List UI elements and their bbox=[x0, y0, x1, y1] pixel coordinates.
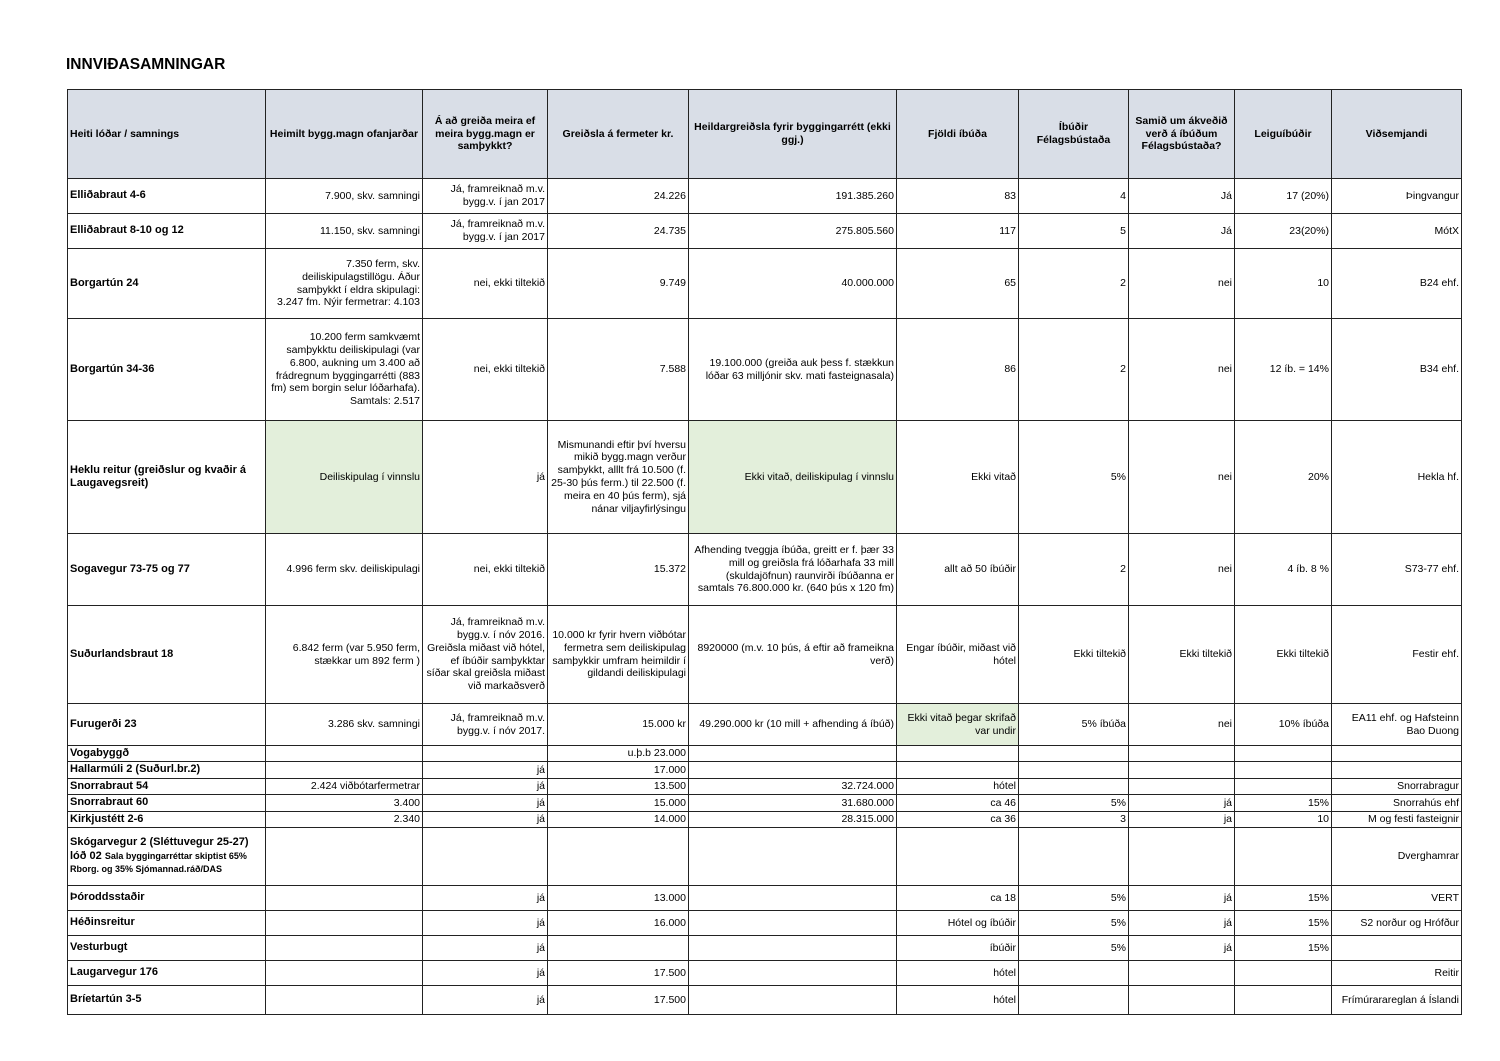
header-cell-counterparty: Viðsemjandi bbox=[1332, 90, 1462, 179]
cell-social-apartments bbox=[1019, 986, 1129, 1015]
cell-agreed-price bbox=[1129, 986, 1235, 1015]
cell-rental-apartments: 15% bbox=[1235, 886, 1332, 911]
cell-total-payment bbox=[689, 911, 897, 936]
table-row bbox=[68, 911, 1462, 936]
table-row bbox=[68, 606, 1462, 704]
cell-agreed-price: nei bbox=[1129, 249, 1235, 319]
cell-agreed-price: já bbox=[1129, 886, 1235, 911]
cell-counterparty: Festir ehf. bbox=[1332, 606, 1462, 704]
cell-rental-apartments: 15% bbox=[1235, 936, 1332, 961]
cell-price-per-sqm: 15.000 kr bbox=[548, 704, 689, 746]
cell-rental-apartments bbox=[1235, 762, 1332, 778]
cell-allowed-area: Deiliskipulag í vinnslu bbox=[266, 421, 423, 534]
cell-social-apartments: 3 bbox=[1019, 811, 1129, 827]
cell-allowed-area: 10.200 ferm samkvæmt samþykktu deiliskipulagi (var 6.800, aukning um 3.400 að frádregnum byggingarrétti (883 fm) sem borgin selur lóðarhafa). Samtals: 2.517 bbox=[266, 319, 423, 421]
cell-price-per-sqm: 14.000 bbox=[548, 811, 689, 827]
cell-total-payment: 31.680.000 bbox=[689, 795, 897, 811]
cell-social-apartments bbox=[1019, 778, 1129, 794]
cell-allowed-area: 2.424 viðbótarfermetrar bbox=[266, 778, 423, 794]
cell-apartment-count bbox=[897, 746, 1019, 762]
cell-apartment-count: 117 bbox=[897, 214, 1019, 249]
cell-apartment-count: ca 46 bbox=[897, 795, 1019, 811]
cell-social-apartments: 2 bbox=[1019, 249, 1129, 319]
cell-agreed-price bbox=[1129, 961, 1235, 986]
table-row bbox=[68, 214, 1462, 249]
cell-social-apartments: 5% bbox=[1019, 795, 1129, 811]
table-row bbox=[68, 319, 1462, 421]
cell-total-payment: 49.290.000 kr (10 mill + afhending á íbúð) bbox=[689, 704, 897, 746]
cell-price-per-sqm: u.þ.b 23.000 bbox=[548, 746, 689, 762]
cell-agreed-price: nei bbox=[1129, 319, 1235, 421]
cell-site-name: Borgartún 34-36 bbox=[68, 319, 266, 421]
cell-apartment-count: ca 36 bbox=[897, 811, 1019, 827]
cell-rental-apartments: 17 (20%) bbox=[1235, 179, 1332, 214]
cell-site-name: Hallarmúli 2 (Suðurl.br.2) bbox=[68, 762, 266, 778]
cell-apartment-count: hótel bbox=[897, 986, 1019, 1015]
cell-site-name: Vogabyggð bbox=[68, 746, 266, 762]
cell-pay-more: nei, ekki tiltekið bbox=[423, 534, 548, 606]
table-row bbox=[68, 746, 1462, 762]
header-cell-apartment-count: Fjöldi íbúða bbox=[897, 90, 1019, 179]
header-row bbox=[68, 90, 1462, 179]
table-row bbox=[68, 828, 1462, 886]
cell-site-name: Elliðabraut 8-10 og 12 bbox=[68, 214, 266, 249]
cell-price-per-sqm: 15.000 bbox=[548, 795, 689, 811]
cell-allowed-area bbox=[266, 911, 423, 936]
cell-social-apartments: 5% bbox=[1019, 936, 1129, 961]
cell-counterparty bbox=[1332, 746, 1462, 762]
cell-agreed-price bbox=[1129, 746, 1235, 762]
cell-apartment-count: Ekki vitað bbox=[897, 421, 1019, 534]
cell-rental-apartments: 15% bbox=[1235, 911, 1332, 936]
cell-total-payment: 275.805.560 bbox=[689, 214, 897, 249]
cell-counterparty: Dverghamrar bbox=[1332, 828, 1462, 886]
cell-pay-more: nei, ekki tiltekið bbox=[423, 319, 548, 421]
cell-social-apartments bbox=[1019, 746, 1129, 762]
cell-site-name: Elliðabraut 4-6 bbox=[68, 179, 266, 214]
cell-allowed-area bbox=[266, 762, 423, 778]
cell-rental-apartments: 12 íb. = 14% bbox=[1235, 319, 1332, 421]
cell-rental-apartments bbox=[1235, 986, 1332, 1015]
cell-site-name: Suðurlandsbraut 18 bbox=[68, 606, 266, 704]
cell-price-per-sqm bbox=[548, 936, 689, 961]
table-row bbox=[68, 249, 1462, 319]
cell-rental-apartments: 23(20%) bbox=[1235, 214, 1332, 249]
cell-site-name: Kirkjustétt 2-6 bbox=[68, 811, 266, 827]
cell-counterparty: S73-77 ehf. bbox=[1332, 534, 1462, 606]
cell-pay-more: Já, framreiknað m.v. bygg.v. í nóv 2017. bbox=[423, 704, 548, 746]
cell-social-apartments: 5% bbox=[1019, 911, 1129, 936]
cell-site-name bbox=[68, 828, 266, 886]
cell-price-per-sqm: 17.000 bbox=[548, 762, 689, 778]
cell-counterparty bbox=[1332, 762, 1462, 778]
cell-allowed-area: 3.400 bbox=[266, 795, 423, 811]
cell-rental-apartments bbox=[1235, 961, 1332, 986]
cell-allowed-area bbox=[266, 986, 423, 1015]
cell-allowed-area: 6.842 ferm (var 5.950 ferm, stækkar um 892 ferm ) bbox=[266, 606, 423, 704]
cell-counterparty: Frímúrarareglan á Íslandi bbox=[1332, 986, 1462, 1015]
cell-allowed-area: 3.286 skv. samningi bbox=[266, 704, 423, 746]
cell-counterparty: Reitir bbox=[1332, 961, 1462, 986]
table-row bbox=[68, 936, 1462, 961]
cell-agreed-price bbox=[1129, 762, 1235, 778]
cell-total-payment: 28.315.000 bbox=[689, 811, 897, 827]
cell-rental-apartments: 10 bbox=[1235, 811, 1332, 827]
cell-rental-apartments: 10 bbox=[1235, 249, 1332, 319]
table-row bbox=[68, 704, 1462, 746]
header-cell-name: Heiti lóðar / samnings bbox=[68, 90, 266, 179]
cell-pay-more: Já, framreiknað m.v. bygg.v. í nóv 2016. Greiðsla miðast við hótel, ef íbúðir samþykktar síðar skal greiðsla miðast við markaðsverð bbox=[423, 606, 548, 704]
cell-apartment-count: Engar íbúðir, miðast við hótel bbox=[897, 606, 1019, 704]
cell-pay-more: já bbox=[423, 936, 548, 961]
cell-agreed-price: Ekki tiltekið bbox=[1129, 606, 1235, 704]
cell-allowed-area bbox=[266, 886, 423, 911]
table-row bbox=[68, 795, 1462, 811]
cell-price-per-sqm: 16.000 bbox=[548, 911, 689, 936]
cell-site-name: Sogavegur 73-75 og 77 bbox=[68, 534, 266, 606]
cell-total-payment bbox=[689, 961, 897, 986]
table-row bbox=[68, 421, 1462, 534]
cell-apartment-count: Hótel og íbúðir bbox=[897, 911, 1019, 936]
cell-site-name: Vesturbugt bbox=[68, 936, 266, 961]
cell-price-per-sqm: 17.500 bbox=[548, 961, 689, 986]
header-cell-allowed-area: Heimilt bygg.magn ofanjarðar bbox=[266, 90, 423, 179]
cell-pay-more: já bbox=[423, 961, 548, 986]
cell-total-payment bbox=[689, 886, 897, 911]
cell-allowed-area bbox=[266, 746, 423, 762]
cell-allowed-area: 7.350 ferm, skv. deiliskipulagstillögu. Áður samþykkt í eldra skipulagi: 3.247 fm. Nýir fermetrar: 4.103 bbox=[266, 249, 423, 319]
site-name-main: Skógarvegur 2 (Sléttuvegur 25-27) lóð 02 bbox=[70, 836, 249, 862]
cell-rental-apartments: 10% íbúða bbox=[1235, 704, 1332, 746]
cell-price-per-sqm: 7.588 bbox=[548, 319, 689, 421]
cell-rental-apartments: 4 íb. 8 % bbox=[1235, 534, 1332, 606]
header-cell-agreed-price: Samið um ákveðið verð á íbúðum Félagsbústaða? bbox=[1129, 90, 1235, 179]
cell-social-apartments: 5% íbúða bbox=[1019, 704, 1129, 746]
cell-rental-apartments: Ekki tiltekið bbox=[1235, 606, 1332, 704]
cell-total-payment: 8920000 (m.v. 10 þús, á eftir að frameikna verð) bbox=[689, 606, 897, 704]
cell-agreed-price: já bbox=[1129, 795, 1235, 811]
table-row bbox=[68, 886, 1462, 911]
cell-apartment-count: ca 18 bbox=[897, 886, 1019, 911]
cell-social-apartments bbox=[1019, 828, 1129, 886]
cell-apartment-count: hótel bbox=[897, 961, 1019, 986]
cell-pay-more: Já, framreiknað m.v. bygg.v. í jan 2017 bbox=[423, 214, 548, 249]
cell-social-apartments: 2 bbox=[1019, 534, 1129, 606]
cell-counterparty: B24 ehf. bbox=[1332, 249, 1462, 319]
cell-social-apartments: 5% bbox=[1019, 421, 1129, 534]
cell-site-name: Þóroddsstaðir bbox=[68, 886, 266, 911]
cell-counterparty: S2 norður og Hrófður bbox=[1332, 911, 1462, 936]
cell-pay-more: já bbox=[423, 986, 548, 1015]
cell-social-apartments: 5 bbox=[1019, 214, 1129, 249]
cell-total-payment bbox=[689, 936, 897, 961]
cell-apartment-count: íbúðir bbox=[897, 936, 1019, 961]
cell-pay-more: já bbox=[423, 421, 548, 534]
cell-allowed-area: 7.900, skv. samningi bbox=[266, 179, 423, 214]
header-cell-social-apartments: Íbúðir Félagsbústaða bbox=[1019, 90, 1129, 179]
cell-agreed-price: nei bbox=[1129, 704, 1235, 746]
cell-price-per-sqm bbox=[548, 828, 689, 886]
cell-price-per-sqm: 17.500 bbox=[548, 986, 689, 1015]
cell-social-apartments bbox=[1019, 762, 1129, 778]
cell-pay-more: nei, ekki tiltekið bbox=[423, 249, 548, 319]
table-row bbox=[68, 811, 1462, 827]
cell-total-payment: 32.724.000 bbox=[689, 778, 897, 794]
cell-total-payment: Ekki vitað, deiliskipulag í vinnslu bbox=[689, 421, 897, 534]
cell-site-name: Furugerði 23 bbox=[68, 704, 266, 746]
table-row bbox=[68, 534, 1462, 606]
cell-total-payment: 191.385.260 bbox=[689, 179, 897, 214]
cell-price-per-sqm: 10.000 kr fyrir hvern viðbótar fermetra sem deiliskipulag samþykkir umfram heimildir í gildandi deiliskipulagi bbox=[548, 606, 689, 704]
cell-total-payment bbox=[689, 828, 897, 886]
cell-counterparty: B34 ehf. bbox=[1332, 319, 1462, 421]
cell-price-per-sqm: 13.000 bbox=[548, 886, 689, 911]
cell-apartment-count: allt að 50 íbúðir bbox=[897, 534, 1019, 606]
cell-site-name: Heklu reitur (greiðslur og kvaðir á Laugavegsreit) bbox=[68, 421, 266, 534]
cell-apartment-count: hótel bbox=[897, 778, 1019, 794]
cell-pay-more bbox=[423, 746, 548, 762]
cell-site-name: Snorrabraut 54 bbox=[68, 778, 266, 794]
header-cell-price-per-sqm: Greiðsla á fermeter kr. bbox=[548, 90, 689, 179]
table-row bbox=[68, 179, 1462, 214]
cell-counterparty: Snorrahús ehf bbox=[1332, 795, 1462, 811]
cell-site-name: Héðinsreitur bbox=[68, 911, 266, 936]
cell-price-per-sqm: 9.749 bbox=[548, 249, 689, 319]
cell-site-name: Borgartún 24 bbox=[68, 249, 266, 319]
cell-social-apartments: 2 bbox=[1019, 319, 1129, 421]
agreements-table bbox=[67, 89, 1462, 1015]
header-cell-pay-more: Á að greiða meira ef meira bygg.magn er samþykkt? bbox=[423, 90, 548, 179]
cell-counterparty: Þingvangur bbox=[1332, 179, 1462, 214]
cell-pay-more bbox=[423, 828, 548, 886]
cell-social-apartments: 4 bbox=[1019, 179, 1129, 214]
cell-site-name: Laugarvegur 176 bbox=[68, 961, 266, 986]
cell-agreed-price: já bbox=[1129, 911, 1235, 936]
cell-pay-more: já bbox=[423, 795, 548, 811]
cell-total-payment bbox=[689, 986, 897, 1015]
cell-counterparty: M og festi fasteignir bbox=[1332, 811, 1462, 827]
cell-allowed-area bbox=[266, 961, 423, 986]
cell-price-per-sqm: 24.735 bbox=[548, 214, 689, 249]
cell-counterparty: Snorrabragur bbox=[1332, 778, 1462, 794]
cell-total-payment: 19.100.000 (greiða auk þess f. stækkun lóðar 63 milljónir skv. mati fasteignasala) bbox=[689, 319, 897, 421]
cell-pay-more: já bbox=[423, 778, 548, 794]
cell-apartment-count: 83 bbox=[897, 179, 1019, 214]
cell-agreed-price: Já bbox=[1129, 179, 1235, 214]
table-row bbox=[68, 778, 1462, 794]
cell-price-per-sqm: 13.500 bbox=[548, 778, 689, 794]
cell-allowed-area: 2.340 bbox=[266, 811, 423, 827]
header-cell-rental-apartments: Leiguíbúðir bbox=[1235, 90, 1332, 179]
cell-apartment-count: 86 bbox=[897, 319, 1019, 421]
cell-allowed-area: 4.996 ferm skv. deiliskipulagi bbox=[266, 534, 423, 606]
cell-pay-more: já bbox=[423, 886, 548, 911]
cell-rental-apartments: 15% bbox=[1235, 795, 1332, 811]
cell-pay-more: já bbox=[423, 762, 548, 778]
table-body bbox=[68, 179, 1462, 1015]
cell-price-per-sqm: Mismunandi eftir því hversu mikið bygg.magn verður samþykkt, alllt frá 10.500 (f. 25-30 þús ferm.) til 22.500 (f. meira en 40 þús ferm), sjá nánar viljayfirlýsingu bbox=[548, 421, 689, 534]
cell-allowed-area bbox=[266, 936, 423, 961]
cell-counterparty: VERT bbox=[1332, 886, 1462, 911]
cell-agreed-price bbox=[1129, 778, 1235, 794]
cell-price-per-sqm: 24.226 bbox=[548, 179, 689, 214]
site-name-note: Sala byggingarréttar skiptist 65% Rborg. og 35% Sjómannad.ráð/DAS bbox=[70, 850, 247, 875]
cell-allowed-area: 11.150, skv. samningi bbox=[266, 214, 423, 249]
cell-rental-apartments bbox=[1235, 828, 1332, 886]
cell-apartment-count: 65 bbox=[897, 249, 1019, 319]
cell-agreed-price bbox=[1129, 828, 1235, 886]
cell-agreed-price: nei bbox=[1129, 534, 1235, 606]
cell-social-apartments bbox=[1019, 961, 1129, 986]
table-row bbox=[68, 961, 1462, 986]
cell-counterparty: Hekla hf. bbox=[1332, 421, 1462, 534]
cell-site-name: Bríetartún 3-5 bbox=[68, 986, 266, 1015]
cell-allowed-area bbox=[266, 828, 423, 886]
cell-pay-more: já bbox=[423, 811, 548, 827]
cell-pay-more: Já, framreiknað m.v. bygg.v. í jan 2017 bbox=[423, 179, 548, 214]
cell-agreed-price: nei bbox=[1129, 421, 1235, 534]
cell-rental-apartments bbox=[1235, 778, 1332, 794]
cell-price-per-sqm: 15.372 bbox=[548, 534, 689, 606]
cell-pay-more: já bbox=[423, 911, 548, 936]
cell-agreed-price: já bbox=[1129, 936, 1235, 961]
cell-social-apartments: Ekki tiltekið bbox=[1019, 606, 1129, 704]
cell-site-name: Snorrabraut 60 bbox=[68, 795, 266, 811]
cell-apartment-count bbox=[897, 828, 1019, 886]
cell-social-apartments: 5% bbox=[1019, 886, 1129, 911]
page-title: INNVIÐASAMNINGAR bbox=[66, 56, 226, 73]
cell-rental-apartments bbox=[1235, 746, 1332, 762]
cell-apartment-count bbox=[897, 762, 1019, 778]
cell-counterparty: MótX bbox=[1332, 214, 1462, 249]
table-row bbox=[68, 762, 1462, 778]
cell-rental-apartments: 20% bbox=[1235, 421, 1332, 534]
cell-counterparty: EA11 ehf. og Hafsteinn Bao Duong bbox=[1332, 704, 1462, 746]
cell-counterparty bbox=[1332, 936, 1462, 961]
cell-apartment-count: Ekki vitað þegar skrifað var undir bbox=[897, 704, 1019, 746]
cell-agreed-price: ja bbox=[1129, 811, 1235, 827]
table-row bbox=[68, 986, 1462, 1015]
cell-total-payment: Afhending tveggja íbúða, greitt er f. þær 33 mill og greiðsla frá lóðarhafa 33 mill (skuldajöfnun) raunvirði íbúðanna er samtals 76.800.000 kr. (640 þús x 120 fm) bbox=[689, 534, 897, 606]
cell-total-payment: 40.000.000 bbox=[689, 249, 897, 319]
cell-total-payment bbox=[689, 746, 897, 762]
header-cell-total-payment: Heildargreiðsla fyrir byggingarrétt (ekki ggj.) bbox=[689, 90, 897, 179]
cell-total-payment bbox=[689, 762, 897, 778]
cell-agreed-price: Já bbox=[1129, 214, 1235, 249]
